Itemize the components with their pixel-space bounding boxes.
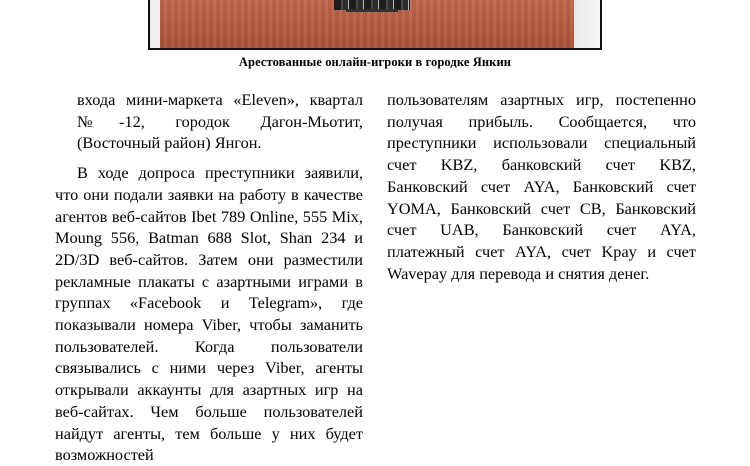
photo-seized-devices	[346, 9, 398, 12]
photo-caption: Арестованные онлайн-игроки в городке Янкин	[238, 55, 512, 69]
article-photo	[148, 0, 602, 50]
paragraph-bank-accounts: пользователям азартных игр, постепенно получая прибыль. Сообщается, что преступники использовали специальный счет KBZ, банковский счет KBZ, Банковский счет AYA, Банковский счет YOMA, Банковский счет CB, Банковский счет UAB, Банковский счет AYA, платежный счет AYA, счет Kpay и счет Wavepay для перевода и снятия денег.	[387, 90, 696, 283]
text-column-right	[387, 89, 696, 284]
photo-wall-left	[150, 0, 160, 48]
paragraph-address: входа мини-маркета «Eleven», квартал №-12, городок Дагон-Мьотит, (Восточный район) Янгон.	[77, 90, 363, 153]
paragraph-interrogation: В ходе допроса преступники заявили, что они подали заявки на работу в качестве агентов веб-сайтов Ibet 789 Online, 555 Mix, Moung 556, Batman 688 Slot, Shan 234 и 2D/3D веб-сайтов. Затем они разместили рекламные плакаты с азартными играми в группах «Facebook и Telegram», где показывали номера Viber, чтобы заманить пользователей. Когда пользователи связывались с ними через Viber, агенты открывали аккаунты для азартных игр на веб-сайтах. Чем больше пользователей найдут агенты, тем больше у них будет возможностей	[55, 163, 363, 465]
text-column-left	[55, 89, 363, 466]
photo-wall-right	[574, 0, 600, 48]
